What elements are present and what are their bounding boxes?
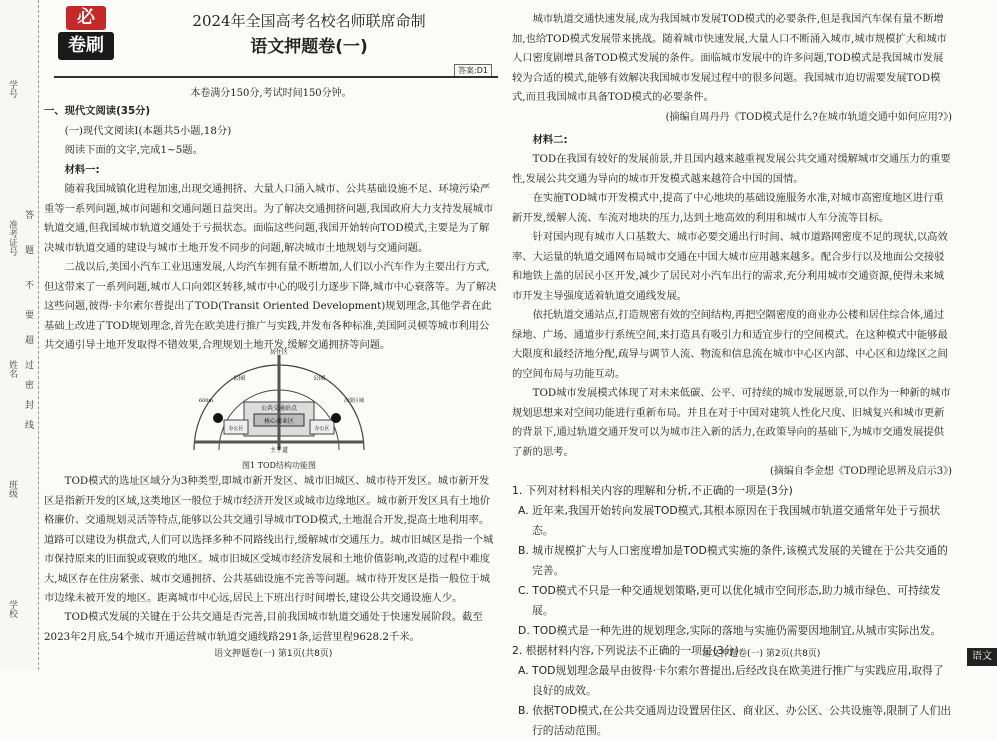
subject-tab: 语文 (967, 648, 997, 666)
source-note: (摘编自李金想《TOD理论思辨及启示3》) (769, 466, 952, 477)
gutter-label: 学校 (7, 600, 17, 618)
figure-label: 公共交通站点 (260, 405, 298, 412)
figure-label: 公园 (312, 375, 326, 382)
exam-subtitle: 语文押题卷(一) (250, 37, 368, 57)
gutter-label: 准考证号 (7, 220, 17, 256)
cut-line-word: 答 (23, 210, 33, 237)
cut-line-word: 超 (23, 335, 33, 362)
material-2-title: 材料二: (532, 133, 568, 146)
cut-line-word: 题 (23, 245, 33, 272)
gutter-label: 班级 (7, 480, 17, 498)
paragraph: 城市轨道交通快速发展,成为我国城市发展TOD模式的必要条件,但是我国汽车保有量不断增加,也给TOD模式发展带来挑战。随着城市快速发展,大量人口不断涌入城市,城市规模扩大和城市人口密度剧增具备TOD模式发展的条件。面临城市发展中的许多问题,TOD模式是我国城市发展较为合适的模式,能够有效解决我国城市发展过程中的很多问题。我国城市迫切需要发展TOD模式,而且我国城市具备TOD模式的必要条件。 (512, 13, 947, 103)
section-heading: 一、现代文阅读(35分) (44, 105, 151, 117)
figure-station-dot (331, 413, 341, 423)
question-2-stem: 2. 根据材料内容,下列说法不正确的一项是(3分) (512, 644, 739, 657)
answer-tag: 答案:D1 (454, 64, 492, 77)
left-body-top (44, 102, 498, 351)
paragraph: 二战以后,美国小汽车工业迅速发展,人均汽车拥有量不断增加,人们以小汽车作为主要出行方式,但这带来了一系列问题,城市人口向郊区转移,城市中心的吸引力逐步下降,城市中心衰落等。为了解决这些问题,彼得·卡尔索尔普提出了TOD(Transit Oriented Development)规划理念,其他学者在此基础上改进了TOD规划理念,首先在欧美进行推广与实践,并发布各种标准,美国阿灵顿等城市利用公共交通引导土地开发取得不错效果,合理规划土地开发,缓解交通拥挤等问题。 (44, 261, 497, 351)
page-footer: 语文押题卷(一) 第1页(共8页) (214, 649, 333, 659)
figure-station-dot (213, 413, 223, 423)
figure-label: 居住区 (269, 349, 289, 356)
paragraph: 随着我国城镇化进程加速,出现交通拥挤、大量人口涌入城市、公共基础设施不足、环境污染严重等一系列问题,城市问题和交通问题日益突出。为了解决交通拥挤问题,我国政府大力支持发展城市轨道交通,但我国城市轨道交通处于亏损状态。面临这些问题,我国开始转向TOD模式,主要是为了解决城市轨道交通的建设与城市土地开发不同步的问题,解决城市土地规划与交通问题。 (44, 183, 494, 254)
question-1-option: B. 城市规模扩大与人口密度增加是TOD模式实施的条件,该模式发展的关键在于公共交通的完善。 (518, 544, 948, 577)
paragraph: TOD模式的选址区域分为3种类型,即城市新开发区、城市旧城区、城市待开发区。城市新开发区是指新开发的区域,这类地区一般位于城市经济开发区或城市边缘地区。城市新开发区具有土地价格廉价、交通规划灵活等特点,能够以公共交通引导城市TOD模式,土地混合开发,提高土地利用率。道路可以建设为棋盘式,人们可以选择多种不同路线出行,缓解城市交通压力。城市旧城区是指一个城市保持原来的旧面貌或衰败的地区。城市旧城区受城市经济发展和土地价值影响,改造的过程中难度大,城区存在住房紧张、城市交通拥挤、公共基础设施不完善等问题。城市待开发区是指一般位于城市边缘未被开发的地区。距离城市中心远,居民上下班出行时间增长,建设公共交通设施人少。 (44, 475, 494, 604)
cut-line-word: 线 (23, 420, 33, 447)
cut-line-word: 过 (23, 360, 33, 387)
question-1-option: D. TOD模式是一种先进的规划理念,实际的落地与实施仍需要因地制宜,从城市实际出发。 (518, 624, 942, 637)
figure-label: 次要区域 (343, 398, 365, 404)
exam-title: 2024年全国高考名校名师联席命制 (192, 12, 426, 30)
header-rule (54, 76, 498, 78)
logo-bottom: 卷刷 (58, 32, 114, 60)
figure-label: 办公区 (228, 426, 244, 432)
gutter-label: 姓名 (7, 360, 17, 378)
instructions: 阅读下面的文字,完成1~5题。 (64, 144, 203, 156)
paragraph: TOD模式发展的关键在于公共交通是否完善,目前我国城市轨道交通处于快速发展阶段。截至2023年2月底,54个城市开通运营城市轨道交通线路291条,运营里程9628.2千米。 (44, 611, 483, 643)
question-1-option: A. 近年来,我国开始转向发展TOD模式,其根本原因在于我国城市轨道交通常年处于亏损状态。 (518, 504, 941, 537)
material-1-title: 材料一: (64, 163, 100, 176)
figure-label: 办公区 (314, 426, 330, 432)
cut-line-word: 密 (23, 380, 33, 407)
right-body (512, 10, 952, 741)
question-1-option: C. TOD模式不只是一种交通规划策略,更可以优化城市空间形态,助力城市绿色、可持续发展。 (518, 584, 941, 617)
figure-label: 公园 (232, 375, 246, 382)
figure-label: 主干道 (269, 447, 289, 454)
question-2-option: A. TOD规划理念最早由彼得·卡尔索尔普提出,后经改良在欧美进行推广与实践应用,取得了良好的成效。 (518, 664, 944, 697)
paragraph: 依托轨道交通站点,打造规密有效的空间结构,再把空隔密度的商业办公楼和居住综合体,通过绿地、广场、通道步行系统空间,来打造具有吸引力和适宜步行的空间模式。在这种模式中能够最大限度和最经济地分配,疏导与调节人流、物流和信息流在城市中心区内部、中心区和边缘区之间的空间布局与功能互动。 (512, 309, 948, 380)
cut-line-word: 封 (23, 400, 33, 427)
score-line: 本卷满分150分,考试时间150分钟。 (190, 88, 352, 99)
source-note: (摘编自周丹丹《TOD模式是什么?在城市轨道交通中如何应用?》) (665, 111, 952, 123)
tod-structure-figure (184, 340, 374, 458)
figure-label: 600m (198, 398, 214, 404)
paragraph: TOD城市发展模式体现了对未来低碳、公平、可持续的城市发展愿景,可以作为一种新的城市规划思想来对空间功能进行重新布局。并且在对于中国对建筑人性化尺度、旧城复兴和城市更新的背景下,通过轨道交通开发可以为城市注入新的活力,在政策导向的基础下,为城市交通发展提供了新的思考。 (512, 387, 951, 458)
paragraph: TOD在我国有较好的发展前景,并且国内越来越重视发展公共交通对缓解城市交通压力的重要性,发展公共交通为导向的城市开发模式越来越符合中国的国情。 (512, 153, 951, 185)
left-body-bottom (44, 472, 498, 647)
figure-label: 核心商业区 (263, 418, 295, 425)
binding-gutter (0, 0, 39, 670)
page-footer: 语文押题卷(一) 第2页(共8页) (702, 649, 821, 659)
gutter-label: 学号 (7, 80, 17, 98)
question-2-option: B. 依据TOD模式,在公共交通周边设置居住区、商业区、办公区、公共设施等,限制了人们出行的活动范围。 (518, 704, 952, 737)
question-1-stem: 1. 下列对材料相关内容的理解和分析,不正确的一项是(3分) (512, 484, 793, 497)
brand-logo (58, 6, 114, 62)
logo-top: 必 (66, 6, 106, 30)
subsection-heading: (一)现代文阅读Ⅰ(本题共5小题,18分) (64, 124, 232, 137)
cut-line-word: 要 (23, 310, 33, 337)
paragraph: 在实施TOD城市开发模式中,提高了中心地块的基础设施服务水准,对城市高密度地区进行重新开发,缓解人流、车流对地块的压力,达到土地高效的利用和城市人车分流等目标。 (512, 192, 944, 224)
cut-line-word: 不 (23, 280, 33, 307)
paragraph: 针对国内现有城市人口基数大、城市必要交通出行时间、城市道路网密度不足的现状,以高效率、大运量的轨道交通网布局城市交通在中国大城市应用越来越多。配合步行以及地面公交接驳和地铁上盖的居民小区开发,减少了居民对小汽车出行的需求,充分利用城市交通资源,使得未来城市开发主导强度适着轨道交通线发展。 (512, 231, 948, 302)
figure-caption: 图1 TOD结构功能图 (242, 461, 316, 470)
